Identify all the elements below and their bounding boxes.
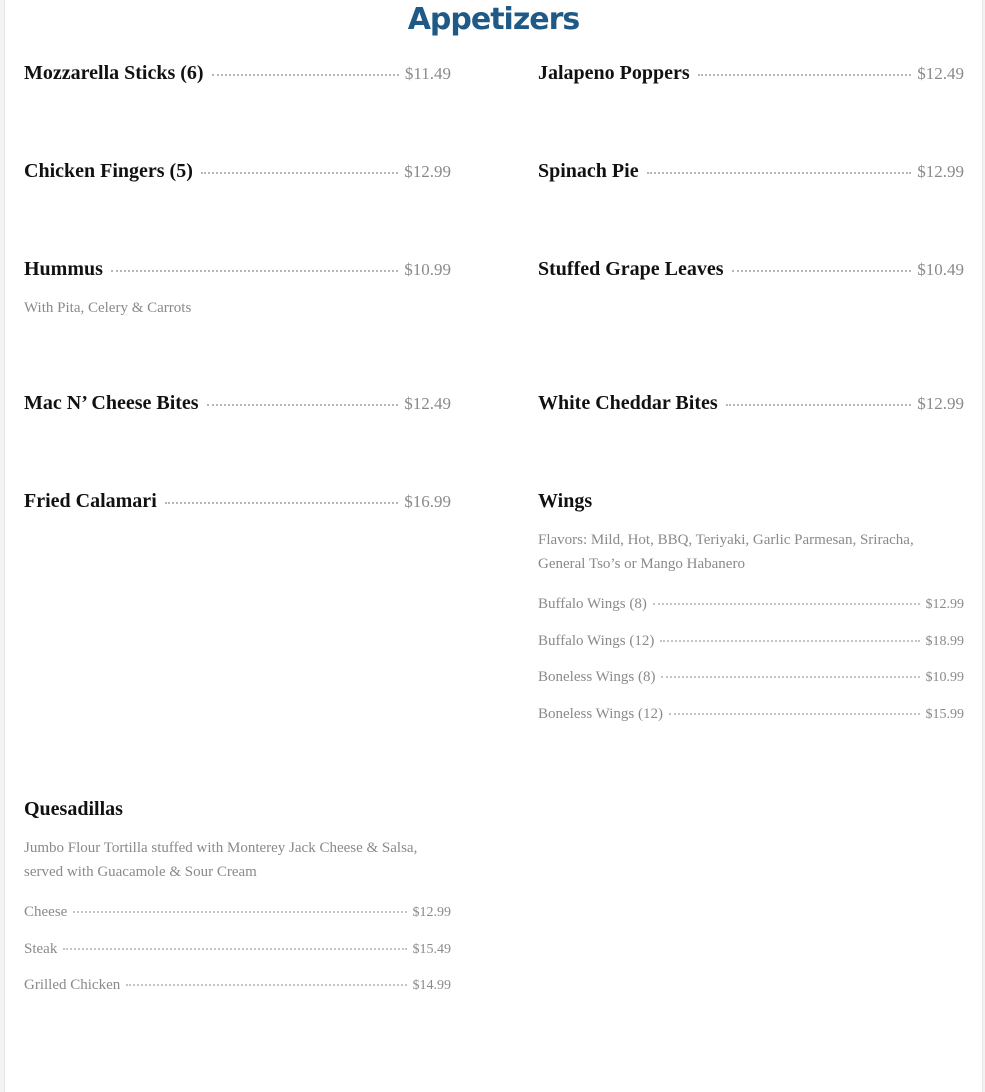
quesadillas-heading: Quesadillas bbox=[24, 798, 123, 820]
menu-item bbox=[538, 258, 964, 284]
item-price: $12.99 bbox=[917, 394, 964, 413]
menu-item bbox=[24, 62, 451, 88]
dot-leader bbox=[647, 172, 912, 174]
item-price: $12.99 bbox=[404, 162, 451, 181]
option-price: $15.99 bbox=[925, 707, 964, 722]
item-description: With Pita, Celery & Carrots bbox=[24, 300, 192, 316]
quesadilla-option bbox=[24, 941, 451, 958]
dot-leader bbox=[201, 172, 398, 174]
dot-leader bbox=[111, 270, 398, 272]
wings-option bbox=[538, 633, 964, 650]
dot-leader bbox=[653, 603, 920, 605]
menu-item bbox=[538, 160, 964, 186]
item-name: Chicken Fingers (5) bbox=[24, 160, 193, 182]
item-price: $12.49 bbox=[917, 64, 964, 83]
option-name: Buffalo Wings (8) bbox=[538, 596, 647, 612]
option-name: Steak bbox=[24, 941, 58, 957]
quesadilla-option bbox=[24, 904, 451, 921]
dot-leader bbox=[63, 948, 406, 950]
wings-heading: Wings bbox=[538, 490, 593, 512]
quesadillas-description-line: Jumbo Flour Tortilla stuffed with Monterey Jack Cheese & Salsa, bbox=[24, 840, 418, 856]
dot-leader bbox=[126, 984, 406, 986]
quesadilla-option bbox=[24, 977, 451, 994]
option-name: Boneless Wings (12) bbox=[538, 706, 663, 722]
item-name: Fried Calamari bbox=[24, 490, 157, 512]
dot-leader bbox=[698, 74, 912, 76]
item-name: Hummus bbox=[24, 258, 103, 280]
option-price: $15.49 bbox=[412, 942, 451, 957]
menu-page bbox=[4, 0, 983, 1092]
menu-item bbox=[24, 490, 451, 516]
dot-leader bbox=[669, 713, 920, 715]
menu-item bbox=[24, 392, 451, 418]
option-price: $10.99 bbox=[925, 670, 964, 685]
dot-leader bbox=[165, 502, 399, 504]
wings-description-line: General Tso’s or Mango Habanero bbox=[538, 556, 745, 572]
option-name: Grilled Chicken bbox=[24, 977, 121, 993]
dot-leader bbox=[207, 404, 399, 406]
item-name: Jalapeno Poppers bbox=[538, 62, 690, 84]
item-name: Stuffed Grape Leaves bbox=[538, 258, 724, 280]
item-price: $16.99 bbox=[404, 492, 451, 511]
dot-leader bbox=[73, 911, 406, 913]
item-name: White Cheddar Bites bbox=[538, 392, 718, 414]
option-price: $14.99 bbox=[412, 978, 451, 993]
dot-leader bbox=[660, 640, 919, 642]
option-price: $12.99 bbox=[412, 905, 451, 920]
item-price: $12.49 bbox=[404, 394, 451, 413]
menu-item bbox=[24, 258, 451, 284]
page-title: Appetizers bbox=[407, 2, 580, 37]
option-name: Cheese bbox=[24, 904, 68, 920]
dot-leader bbox=[212, 74, 399, 76]
item-price: $10.99 bbox=[404, 260, 451, 279]
dot-leader bbox=[726, 404, 912, 406]
menu-item bbox=[538, 62, 964, 88]
option-price: $18.99 bbox=[925, 634, 964, 649]
wings-option bbox=[538, 596, 964, 613]
menu-item bbox=[538, 392, 964, 418]
item-name: Spinach Pie bbox=[538, 160, 639, 182]
item-price: $10.49 bbox=[917, 260, 964, 279]
dot-leader bbox=[661, 676, 919, 678]
option-price: $12.99 bbox=[925, 597, 964, 612]
dot-leader bbox=[732, 270, 912, 272]
item-name: Mac N’ Cheese Bites bbox=[24, 392, 199, 414]
menu-item bbox=[24, 160, 451, 186]
option-name: Boneless Wings (8) bbox=[538, 669, 656, 685]
item-name: Mozzarella Sticks (6) bbox=[24, 62, 204, 84]
item-price: $12.99 bbox=[917, 162, 964, 181]
wings-description-line: Flavors: Mild, Hot, BBQ, Teriyaki, Garlic Parmesan, Sriracha, bbox=[538, 532, 914, 548]
wings-option bbox=[538, 669, 964, 686]
quesadillas-description-line: served with Guacamole & Sour Cream bbox=[24, 864, 257, 880]
option-name: Buffalo Wings (12) bbox=[538, 633, 655, 649]
item-price: $11.49 bbox=[404, 64, 451, 83]
wings-option bbox=[538, 706, 964, 723]
